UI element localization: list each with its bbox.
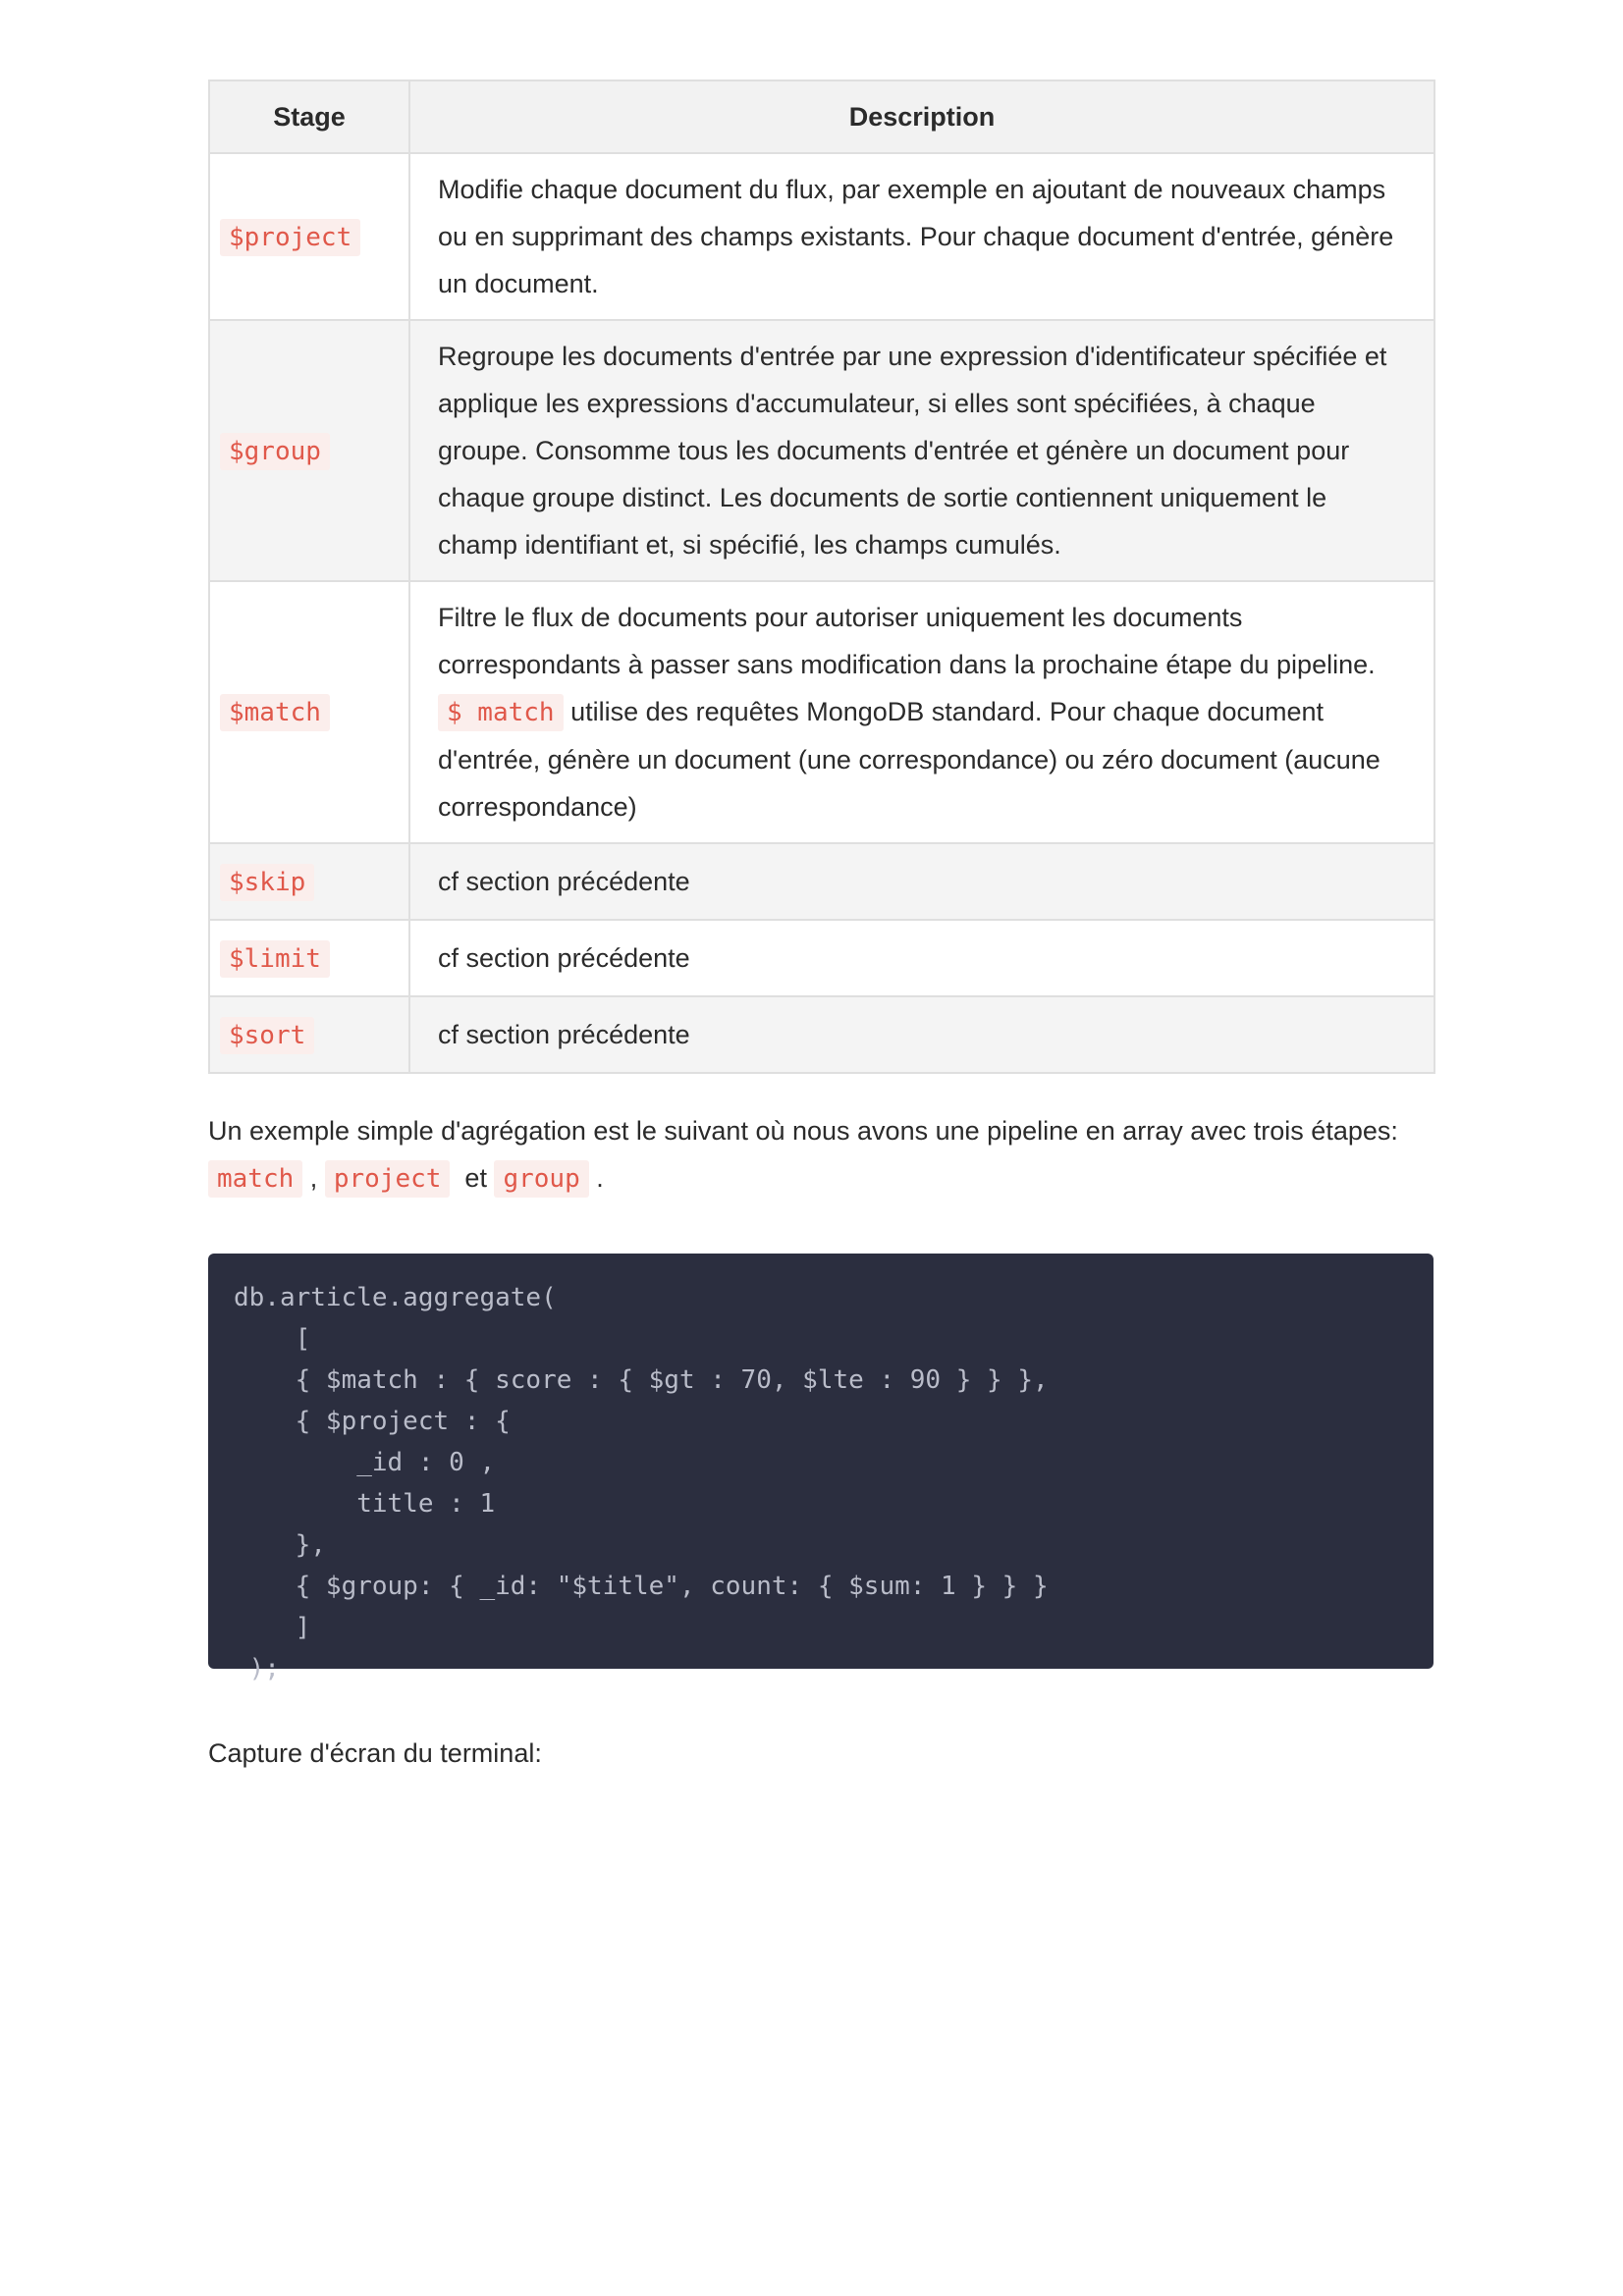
column-header-stage: Stage	[209, 80, 409, 153]
stage-cell	[209, 581, 409, 843]
table-row	[209, 843, 1434, 920]
description-cell: cf section précédente	[409, 920, 1434, 996]
table-row	[209, 581, 1434, 843]
description-cell: Modifie chaque document du flux, par exemple en ajoutant de nouveaux champs ou en supprimant des champs existants. Pour chaque document d'entrée, génère un document.	[409, 153, 1434, 320]
description-cell: Regroupe les documents d'entrée par une expression d'identificateur spécifiée et applique les expressions d'accumulateur, si elles sont spécifiées, à chaque groupe. Consomme tous les documents d'entrée et génère un document pour chaque groupe distinct. Les documents de sortie contiennent uniquement le champ identifiant et, si spécifié, les champs cumulés.	[409, 320, 1434, 581]
description-text: Filtre le flux de documents pour autoriser uniquement les documents correspondants à passer sans modification dans la prochaine étape du pipeline.	[438, 603, 1376, 679]
stage-name: $match	[220, 694, 330, 731]
stage-name: $group	[220, 433, 330, 470]
stage-cell	[209, 920, 409, 996]
table-header-row	[209, 80, 1434, 153]
stage-cell	[209, 843, 409, 920]
inline-code: group	[494, 1160, 588, 1198]
separator: ,	[309, 1163, 318, 1193]
stage-name: $skip	[220, 864, 314, 901]
separator: .	[596, 1163, 604, 1193]
separator: et	[464, 1163, 487, 1193]
description-cell	[409, 581, 1434, 843]
stage-cell	[209, 320, 409, 581]
description-cell: cf section précédente	[409, 996, 1434, 1073]
caption-paragraph: Capture d'écran du terminal:	[208, 1738, 542, 1768]
table-row	[209, 320, 1434, 581]
code-content: db.article.aggregate( [ { $match : { score : { $gt : 70, $lte : 90 } } }, { $project : { _id : 0 , title : 1 }, { $group: { _id: "$title", count: { $sum: 1 } } } ] );	[234, 1283, 1049, 1683]
table-row	[209, 996, 1434, 1073]
stage-cell	[209, 153, 409, 320]
table-row	[209, 153, 1434, 320]
inline-code: $ match	[438, 694, 564, 731]
aggregation-stages-table	[208, 80, 1435, 1074]
stage-name: $sort	[220, 1017, 314, 1054]
code-block	[208, 1254, 1434, 1683]
inline-code: project	[325, 1160, 451, 1198]
column-header-description: Description	[409, 80, 1434, 153]
description-text: utilise des requêtes MongoDB standard. Pour chaque document d'entrée, génère un document (une correspondance) ou zéro document (aucune correspondance)	[438, 697, 1380, 822]
intro-text: Un exemple simple d'agrégation est le suivant où nous avons une pipeline en array avec trois étapes:	[208, 1116, 1398, 1146]
stage-name: $limit	[220, 940, 330, 978]
intro-paragraph	[208, 1107, 1434, 1202]
inline-code: match	[208, 1160, 302, 1198]
stage-name: $project	[220, 219, 360, 256]
table-row	[209, 920, 1434, 996]
description-cell: cf section précédente	[409, 843, 1434, 920]
stage-cell	[209, 996, 409, 1073]
document-page	[208, 80, 1434, 1777]
